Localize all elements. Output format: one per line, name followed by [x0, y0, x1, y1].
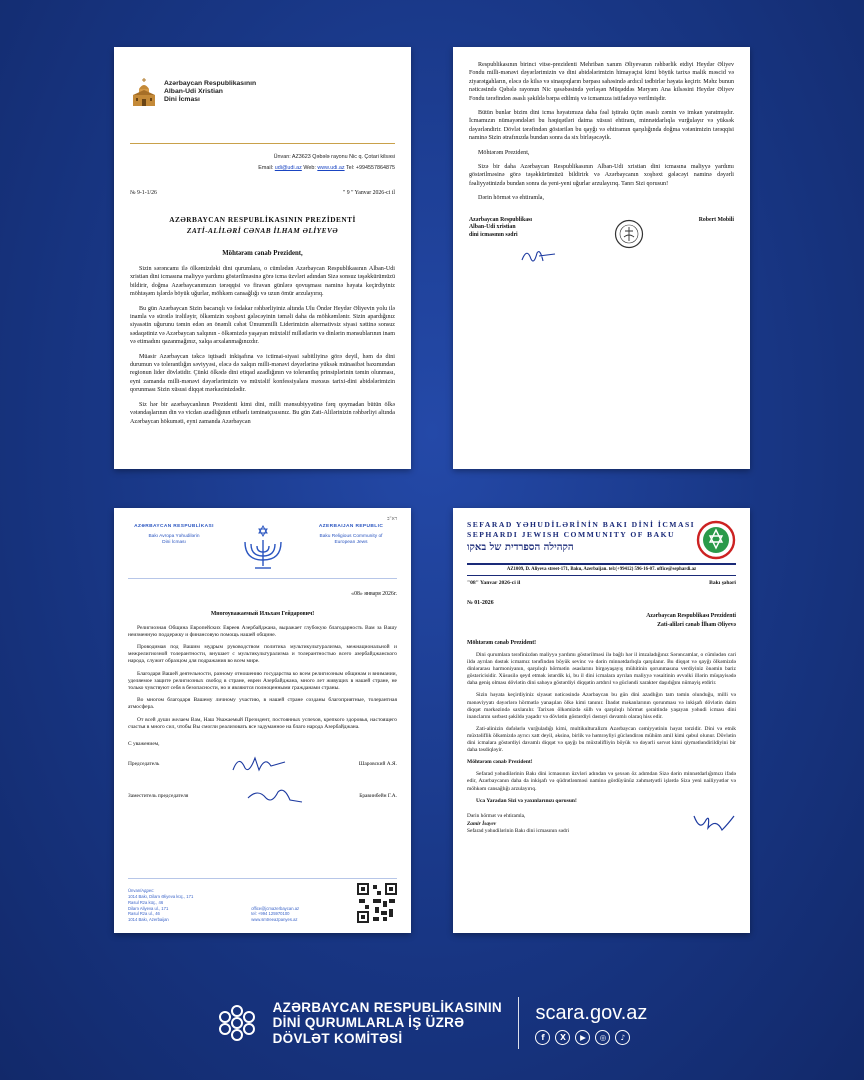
letterhead — [467, 520, 736, 560]
hebrew-abbreviation: דא"ב — [387, 517, 397, 522]
paragraph: Möhtərəm Prezident, — [478, 149, 530, 156]
closing: С уважением, — [128, 741, 160, 748]
paragraph: Sefarad yəhudilərinin Bakı dini icmasının üzvləri adından və şəxsən öz adımdan Sizə dərin minnətdarlığımızı ifadə edir, Azərbaycanın daha da inkişafı və qüdrətlənməsi naminə gördüyünüz zəhmətyətli işlərdə Sizə yeni nailiyyətlər və möhkəm cansağlığı arzulayırıq. — [467, 771, 736, 792]
document-number: № 9-1-1/26 — [130, 190, 157, 196]
document-date: «08» января 2026г. — [351, 590, 397, 597]
org-title-az: SEFARAD YƏHUDİLƏRİNİN BAKI DİNİ İCMASI — [467, 520, 696, 529]
paragraph: Siz hər bir azərbaycanlının Prezidenti kimi dini, milli mənsubiyyətinə fərq qoymadan bütün ölkə vətəndaşlarının din və vicdan azadlığının etibarlı təminatçısısınız. Bu gün Zati-Alilərinizin rəhbərliyi altında Azərbaycan hökuməti, eyni zamanda Azərbaycan — [130, 401, 395, 425]
youtube-icon[interactable]: ▶ — [575, 1030, 590, 1045]
tiktok-icon[interactable]: ♪ — [615, 1030, 630, 1045]
address: AZ1009, D. Aliyeva street-171, Baku, Azerbaijan. tel:(+99412) 596-16-07. office@sephardi.az — [506, 566, 697, 572]
menorah-star-icon — [235, 524, 291, 574]
church-logo-icon — [130, 77, 158, 107]
contact-block: Ünvan: AZ3623 Qəbələ rayonu Nic q. Çotari kilsəsi Email: udi@udi.az Web: www.udi.az Tel: +994557864875 — [130, 152, 395, 174]
paragraph: Bütün bunlar bizim dini icma həyatımıza daha fəal iştirakı üçün əsaslı zəmin və imkan yaratmışdır. İcmamızın nümayəndələri bu həqiqətləri daima xüsusi ehtiram, minnətdarlıqla vurğulayır və yüksək dəyərləndirir. Dövlət tərəfindən göstərilən bu qayğı və ehtiramın qarşılığında doğma vətənimizin tərəqqisi naminə Sizin ətrafınızda bundan sonra da six birləşəcəyik. — [469, 110, 734, 142]
community-emblem-icon — [696, 520, 736, 560]
header-divider — [130, 143, 395, 144]
signature-block — [467, 810, 736, 836]
letter-footer — [128, 878, 397, 923]
addressee-title: AZƏRBAYCAN RESPUBLİKASININ PREZİDENTİ ZATİ-ALİLƏRİ CƏNAB İLHAM ƏLİYEVƏ — [169, 215, 356, 235]
organization-name: Azərbaycan Respublikasının Alban-Udi Xristian Dini İcması — [164, 80, 257, 103]
committee-emblem-icon — [217, 1003, 257, 1043]
salutation: Möhtərəm cənab Prezident, — [222, 250, 303, 257]
paragraph: Müasir Azərbaycan təkcə iqtisadi inkişafına və ictimai-siyasi sabitliyinə görə deyil, həm də dini durumun və tolerantlığın səviyyəsi, eləcə də xalqın milli-mənəvi dəyərlərinə yüksək münasibət baxımından regionun lider dövlətidir. Çünki ölkədə dini etiqad azadlığının və tolerantlıq prinsiplərinin təmin olunması, eyni zamanda milli-mənəvi dəyərlərimizin və müxtəlif konfessiyalara məxsus tarixi-dini abidələrimizin qorunması Sizin xüsusi diqqət mərkəzinizdədir. — [130, 353, 395, 394]
paragraph: Respublikasının birinci vitse-prezidenti Mehriban xanım Əliyevanın rəhbərlik etdiyi Heydər Əliyev Fondu milli-mənəvi dəyərlərimizin və dini abidələrimizin himayəçisi kimi böyük tarixə malik məscid və ziyarətgahların, eləcə də kilsə və sinaqoqların bərpası sahəsində ardıcıl tədbirlər həyata keçirir. Məhz bunun nəticəsində Qəbələ rayonun Nic qəsəbəsində yerləşən Müqəddəs Məryəm Ana kilsəsini Heydər Əliyev Fondu tərəfindən əsaslı şəkildə bərpa edilmiş və icmamıza istifadəyə verilmişdir. — [469, 62, 734, 102]
org-title-en: SEPHARDI JEWISH COMMUNITY OF BAKU — [467, 530, 675, 539]
signatory-org: Azərbaycan Respublikası Alban-Udi xristian dini icmasının sədri — [469, 217, 559, 271]
phone: Tel: +994557864875 — [345, 165, 395, 171]
paragraph: Dini qurumlara tərəfinizdən maliyyə yardımı göstərilməsi ilə bağlı hər il imzaladığınız Sərəncamlar, o cümlədən cari ildə ayrılan dəstək icmamız tərəfindən böyük sevinc və dərin minnətdarlıqla qarşılanır. Bu diqqət və qayğı ölkəmizdə dinlərarası harmoniyanın, qarşılıqlı hörmətin əsaslarını birgəyaşayış mühitinin qorunmasına verdiyiniz önəmin bariz göstəricisidir. Xüsusilə qeyd etmək istərdik ki, bu il dini icmalara ayrılan maliyyə vəsaitinin əvvəlki illərin müqayisədə daha geniş olması dövlətin dini sahəyə göstərdiyi diqqətin artdırıl və gücləndi xarakter daşıdığını nümayiş etdirir. — [467, 652, 736, 687]
instagram-icon[interactable]: ◎ — [595, 1030, 610, 1045]
footer-divider — [518, 997, 520, 1049]
website-link[interactable]: scara.gov.az — [535, 1001, 648, 1024]
website-link[interactable]: www.udi.az — [317, 165, 345, 171]
document-number: № 01-2026 — [467, 600, 494, 606]
letterhead-left: AZƏRBAYCAN RESPUBLİKASI Bakı Avropa Yəhudilərin Dini İcması — [134, 523, 214, 546]
salutation: Многоуважаемый Ильхам Гейдарович! — [210, 610, 315, 617]
signature-row: Председатель Шаровский А.Я. — [128, 751, 397, 777]
paragraph: Sizin sərəncamı ilə ölkəmizdəki dini qurumlara, o cümlədən Azərbaycan Respublikasının Alban-Udi xristian dini icmasına maliyyə yardımı göstərilməsinə görə icma üzvləri adından Sizə sonsuz təşəkkürümüzü bildirir, doğma Azərbaycanımızın tərəqqisi və firavan günlərə qovuşması naminə həyata keçirdiyiniz möhtəşəm işlərdə böyük uğurlar, möhkəm cansağlığı və uzun ömür arzulayırıq. — [130, 266, 396, 298]
signature-icon — [244, 784, 304, 808]
address: Ünvan: AZ3623 Qəbələ rayonu Nic q. Çotari kilsəsi — [273, 154, 395, 160]
paragraph: От всей души желаем Вам, Наш Уважаемый Президент, постоянных успехов, крепкого здоровья, настоящего счастья в много сил, чтобы Вы смогли реализовать все задуманное на благо народа Азербайджана. — [128, 716, 397, 730]
letterhead — [128, 524, 397, 579]
letter-sephardi-community — [453, 508, 750, 933]
addressee: Azərbaycan Respublikası Prezidenti Zati-aliləri cənab İlham Əliyevə — [646, 613, 736, 628]
paragraph: Sizin həyata keçirdiyiniz siyasət nəticəsində Azərbaycan bu gün dini azadlığın tam təmin olunduğu, milli və mənəviyyatı dəyərlərə hörmətlə yanaşılan ölkə kimi tanınır. İbadət məkanlarının qorunması və inkişafı dövlətin daim diqqət mərkəzində saxlanılır. Tarixən ölkəmizdə sülh və qarşılıqlı hörmət şəraitində yaşayan yəhudi icması dini inanclarını sərbəst şəkildə yaşadır və dövlətin göstərdiyi dəstəyi dəvamlı olaraq hiss edir. — [467, 692, 736, 720]
qr-code-icon[interactable] — [357, 883, 397, 923]
paragraph: Bu gün Azərbaycan Sizin bacarıqlı və fədakar rəhbərliyiniz altında Ulu Öndər Heydər Əliyevin yolu ilə inamla və sürətlə irəliləyir, ölkəmizin xoşbəxt gələcəyinin təməli daha da möhkəmlənir. Sizin apardığınız siyasətin uğurunu təmin edən ən önəmli cəhət Ümummilli Liderimizin alternativsiz siyasi xəttinə sonsuz sədaqətiniz və Azərbaycan xalqının - ölkəmizdə yaşayan müxtəlif millətlərin və dinlərin mənsublarının inam və etimadını qazanmağınız, xalqa arxalanmağınızdır. — [130, 305, 395, 346]
committee-name: AZƏRBAYCAN RESPUBLİKASININ DİNİ QURUMLARLA İŞ ÜZRƏ DÖVLƏT KOMİTƏSİ — [272, 999, 502, 1046]
document-date: " 9 " Yanvar 2026-ci il — [342, 190, 395, 196]
paragraph: Möhtərəm cənab Prezident! — [467, 759, 533, 766]
signature-row: Заместитель председателя Бравинбейн Г.А. — [128, 783, 397, 809]
paragraph: Религиозная Община Европейских Евреев Азербайджана, выражает глубокую благодарность Вам за Вашу неизменную поддержку и финансовую помощь нашей общине. — [128, 624, 397, 638]
signature-icon — [690, 810, 736, 836]
paragraph: Zati-alinizin dəfələrlə vurğuladığı kimi, multikulturalizm Azərbaycan cəmiyyətinin həyat tərzidir. Dini və etnik müxtəliflik ölkəmizdə ayrıcı xatt deyil, əksinə, birlik və həmrəyliyi gücləndirən mühüm amil kimi qəbul olunur. Dövlətin dini icmalara göstərdiyi davamlı diqqət və qayğı bu müxtəlifliyin böyük və dəyərli sərvət kimi qiymətləndirildiyini bir daha təsdiqləyir. — [467, 725, 736, 754]
org-title-he: הקהילה הספרדית של באקו — [467, 542, 574, 553]
paragraph: Во многом благодаря Вашему личному участию, в нашей стране созданы благоприятные, толерантная атмосфера. — [128, 697, 397, 711]
signature-block — [469, 217, 734, 271]
signature-icon — [229, 752, 289, 776]
paragraph: Uca Yaradan Sizi və yaxınlarınızı qorusun! — [476, 797, 577, 804]
footer-address: Ünvan/Адрес: 1014 Bakı, Dilarə Əliyeva küç., 171 Rasul Rza küç., 46 Dilarə Aliyeva ul., 171 Rasul Rza ul., 46 1014 Bakı, Azerbaijan — [128, 888, 194, 923]
footer-contacts: office@jcmazerbaycan.az tel: +994 125970100 www.smtreeazpanyes.az — [251, 905, 300, 923]
letter-european-jews — [114, 508, 411, 933]
paragraph: Sizə bir daha Azərbaycan Respublikasının Alban-Udi xristian dini icmasına maliyyə yardımı göstərilməsinə görə təşəkkürümüzü bildirirk və Azərbaycanın xoşbəxt gələcəyi naminə dəyərli fəaliyyətinizdə bundan sonra da yeni-yeni uğurlar arzulayırıq. Tanrı Sizi qorusun! — [469, 164, 734, 187]
letterhead-right: AZERBAIJAN REPUBLIC Baku Religious Community of European Jews — [318, 523, 384, 546]
email-link[interactable]: udi@udi.az — [274, 165, 302, 171]
letter-alban-udi-page-2 — [453, 47, 750, 469]
document-date: "08" Yanvar 2026-ci il — [467, 580, 521, 586]
facebook-icon[interactable]: f — [535, 1030, 550, 1045]
social-links — [535, 1030, 647, 1045]
seal-stamp-icon — [614, 219, 644, 249]
signatory-name: Zamir İsayev — [467, 820, 497, 827]
paragraph: Проводимая под Вашим мудрым руководством политика мультикультурализма, межнациональной и межрелигиозной толерантности, внушает с мультикультурализма и толерантностью всего азербайджанского народа, служит образцом для подражания во всем мире. — [128, 644, 397, 665]
paragraph: Благодаря Вашей деятельности, разному отношению государства ко всем религиозным общинам и внимании, уделяемое защите религиозных свобод в стране, евреи Азербайджана, много лет живущих в нашей стране, не только чувствуют себя в безопасности, но и являются полноценными гражданами страны. — [128, 670, 397, 692]
letterhead — [130, 77, 395, 107]
letter-alban-udi-page-1 — [114, 47, 411, 469]
signature-icon — [519, 245, 559, 267]
signatory-name: Robert Mobili — [698, 216, 734, 223]
x-icon[interactable]: X — [555, 1030, 570, 1045]
header-divider — [467, 563, 736, 565]
salutation: Möhtərəm cənab Prezident! — [467, 640, 537, 646]
paragraph: Dərin hörmət və ehtiramla, — [478, 195, 544, 202]
header-divider — [467, 575, 736, 577]
committee-footer — [0, 988, 864, 1058]
signatory-title: Sefarad yəhudilərinin Bakı dini icmasının sədri — [467, 828, 569, 835]
closing: Dərin hörmət və ehtiramla, — [467, 813, 526, 820]
document-place: Bakı şəhəri — [709, 580, 736, 586]
